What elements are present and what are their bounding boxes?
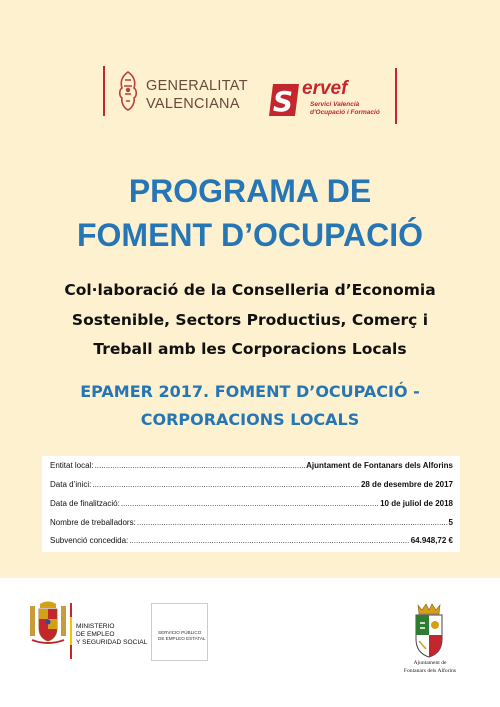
dot-leader <box>95 461 306 470</box>
servef-subtitle-line1: Servici Valencià <box>310 101 360 108</box>
info-label: Nombre de treballadors: <box>50 518 136 527</box>
servef-subtitle-line2: d'Ocupació i Formació <box>310 109 380 116</box>
header-right-rule <box>395 68 397 124</box>
info-value: 5 <box>448 518 453 527</box>
flag-bar-red-bottom <box>70 645 72 659</box>
header-left-rule <box>103 66 105 116</box>
town-name-line1: Ajuntament de <box>413 660 447 666</box>
servef-wordmark: ervef <box>302 78 348 99</box>
sepe-line2: DE EMPLEO ESTATAL <box>158 636 206 641</box>
flag-bar-yellow <box>70 617 72 645</box>
info-row-entity <box>50 461 453 473</box>
ministry-line1: MINISTERIO <box>76 623 115 630</box>
generalitat-shield-icon <box>116 70 140 112</box>
page-title-line1: PROGRAMA DE <box>128 173 372 209</box>
ministry-line3: Y SEGURIDAD SOCIAL <box>76 639 148 646</box>
subtitle-line3: Treball amb les Corporacions Locals <box>93 340 407 358</box>
dot-leader <box>137 518 448 527</box>
info-value: 10 de juliol de 2018 <box>380 499 453 508</box>
info-row-start-date <box>50 480 453 492</box>
info-value: 64.948,72 € <box>410 536 453 545</box>
info-value: Ajuntament de Fontanars dels Alforins <box>306 461 453 470</box>
dot-leader <box>129 536 409 545</box>
flag-bar-red-top <box>70 603 72 617</box>
info-label: Data de finalització: <box>50 499 120 508</box>
servef-logo-icon <box>267 80 301 120</box>
town-coat-of-arms-icon <box>412 601 446 659</box>
program-title-line2: CORPORACIONS LOCALS <box>140 410 360 429</box>
info-box <box>42 456 460 552</box>
info-label: Subvenció concedida: <box>50 536 129 545</box>
info-row-subsidy <box>50 536 453 548</box>
info-label: Data d’inici: <box>50 480 92 489</box>
ministry-line2: DE EMPLEO <box>76 631 115 638</box>
sepe-line1: SERVICIO PÚBLICO <box>158 630 202 635</box>
dot-leader <box>121 499 379 508</box>
subtitle-line1: Col·laboració de la Conselleria d’Economia <box>64 281 436 299</box>
program-title-line1: EPAMER 2017. FOMENT D’OCUPACIÓ - <box>80 382 420 401</box>
dot-leader <box>92 480 360 489</box>
town-name-line2: Fontanars dels Alforins <box>403 668 457 674</box>
spain-coat-of-arms-icon <box>28 600 68 646</box>
subtitle-line2: Sostenible, Sectors Productius, Comerç i <box>71 311 429 329</box>
svg-text:S: S <box>272 85 294 118</box>
info-value: 28 de desembre de 2017 <box>360 480 453 489</box>
info-label: Entitat local: <box>50 461 94 470</box>
info-row-end-date <box>50 499 453 511</box>
info-row-workers <box>50 518 453 530</box>
page-title-line2: FOMENT D’OCUPACIÓ <box>76 217 424 253</box>
generalitat-line1: GENERALITAT <box>146 78 248 94</box>
generalitat-line2: VALENCIANA <box>146 96 240 112</box>
